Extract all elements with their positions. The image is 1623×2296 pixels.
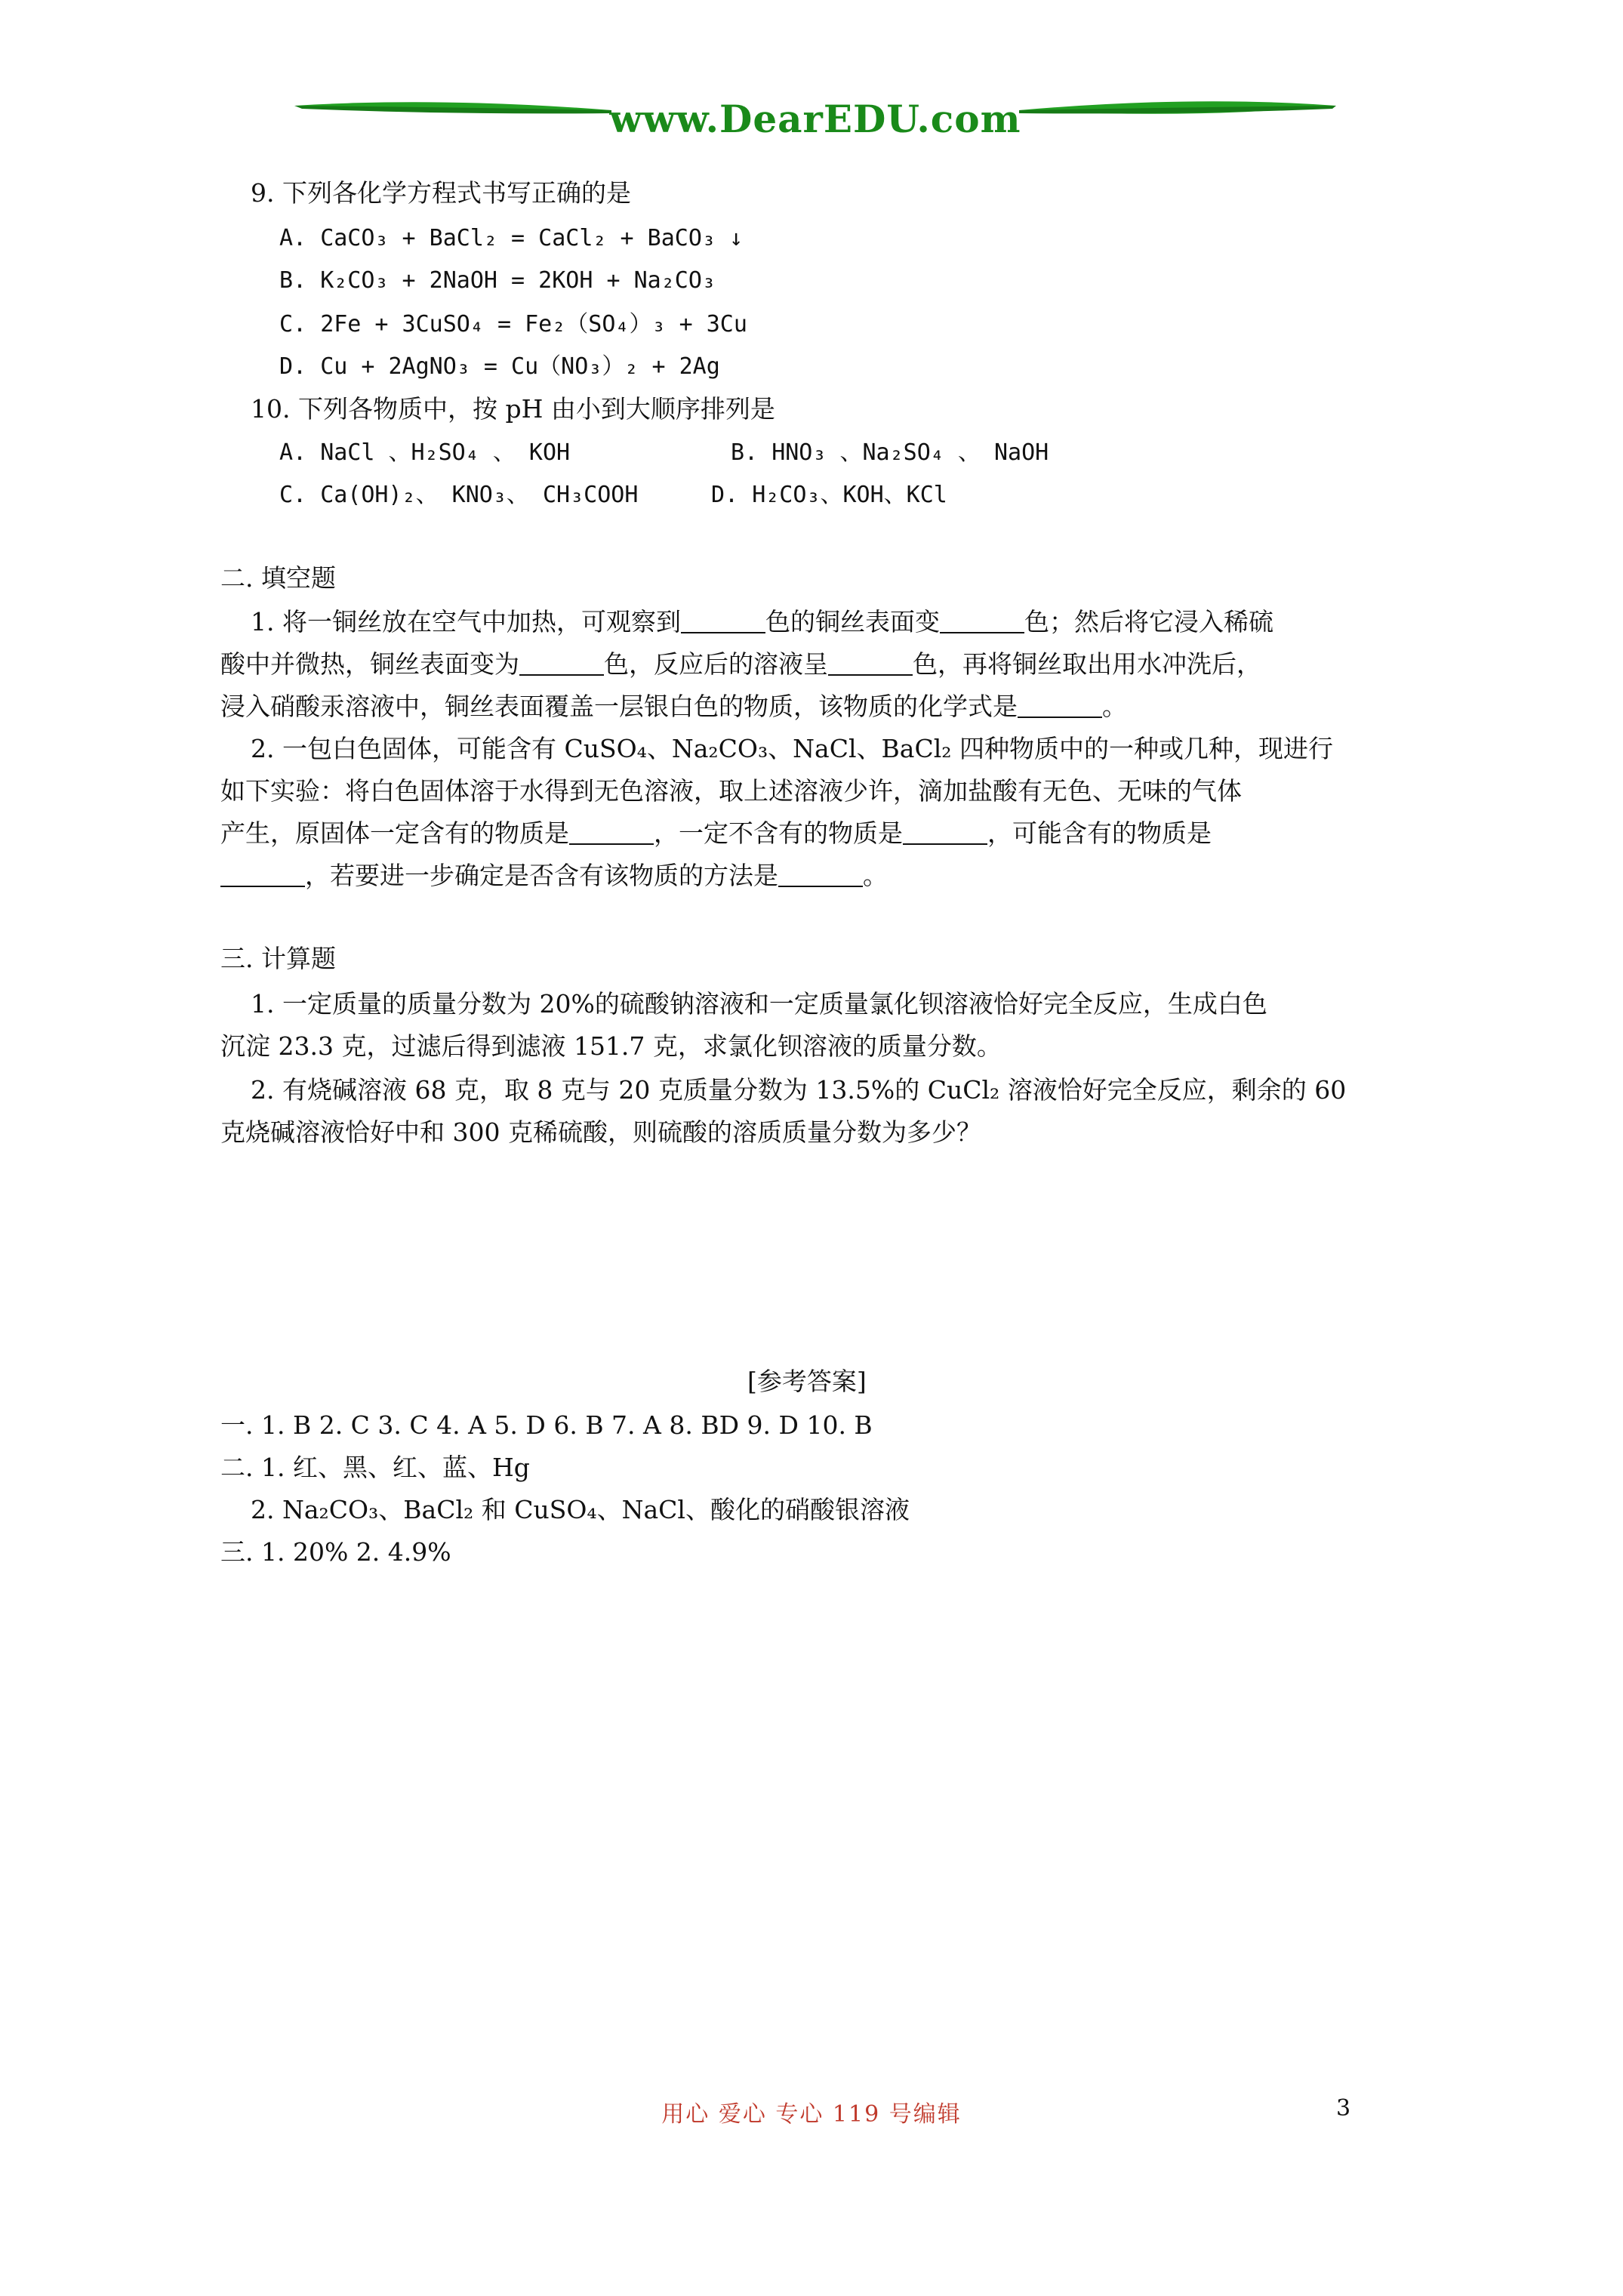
s3-p1-line2: 沉淀 23.3 克，过滤后得到滤液 151.7 克，求氯化钡溶液的质量分数。 [220,1031,1002,1061]
answers-row-4: 三. 1. 20% 2. 4.9% [220,1537,451,1567]
s2-p1-line2-a: 酸中并微热，铜丝表面变为 [220,649,519,679]
answer-blank[interactable] [1018,694,1102,718]
s2-p2-line4-b: 。 [863,861,888,890]
s2-p1-line2-c: 色，再将铜丝取出用水冲洗后， [913,649,1261,679]
q9-option-b [279,266,716,296]
answers-row-3: 2. Na₂CO₃、BaCl₂ 和 CuSO₄、NaCl、酸化的硝酸银溶液 [251,1495,910,1524]
q9-option-c-text: 2Fe + 3CuSO₄ = Fe₂（SO₄）₃ + 3Cu [320,311,747,337]
page-number: 3 [1336,2095,1351,2122]
s2-p1-line3-a: 浸入硝酸汞溶液中，铜丝表面覆盖一层银白色的物质，该物质的化学式是 [220,692,1018,721]
q10-stem: 10. 下列各物质中，按 pH 由小到大顺序排列是 [251,394,775,424]
s2-p1-line3-b: 。 [1102,692,1127,721]
q9-option-a-label: A. [279,225,307,251]
footer-text: 用心 爱心 专心 119 号编辑 [661,2101,962,2128]
q10-option-d [711,480,947,510]
q10-option-a [279,438,570,468]
s2-p1-line1-c: 色；然后将它浸入稀硫 [1024,607,1273,636]
answer-blank[interactable] [940,609,1024,633]
s2-p1-line2-b: 色，反应后的溶液呈 [604,649,828,679]
q10-option-a-text: NaCl 、H₂SO₄ 、 KOH [320,439,571,466]
header-banner [287,89,1344,157]
q9-option-d-text: Cu + 2AgNO₃ = Cu（NO₃）₂ + 2Ag [320,353,720,380]
s2-p2-line3-b: ，一定不含有的物质是 [654,818,903,848]
q10-option-b [731,438,1049,468]
s2-p2-line4-a: ，若要进一步确定是否含有该物质的方法是 [305,861,778,890]
site-title: www.DearEDU.com [609,97,1021,141]
q9-option-c-label: C. [279,311,307,337]
s3-p2-line2: 克烧碱溶液恰好中和 300 克稀硫酸，则硫酸的溶质质量分数为多少？ [220,1117,981,1147]
answer-blank[interactable] [569,821,654,845]
answers-title: [参考答案] [747,1367,867,1396]
s3-p1-line1: 1. 一定质量的质量分数为 20%的硫酸钠溶液和一定质量氯化钡溶液恰好完全反应，生成白色 [251,989,1267,1019]
s2-p2-line1: 2. 一包白色固体，可能含有 CuSO₄、Na₂CO₃、NaCl、BaCl₂ 四种物质中的一种或几种，现进行 [251,734,1333,763]
answer-blank[interactable] [828,652,913,676]
q9-option-d-label: D. [279,353,307,380]
q10-option-a-label: A. [279,439,307,466]
s2-p1-line3 [220,692,1127,722]
answers-row-1: 一. 1. B 2. C 3. C 4. A 5. D 6. B 7. A 8. BD 9. D 10. B [220,1410,873,1440]
q10-option-b-label: B. [731,439,759,466]
answer-blank[interactable] [778,863,863,887]
q9-option-c [279,310,747,340]
q10-option-b-text: HNO₃ 、Na₂SO₄ 、 NaOH [771,439,1049,466]
s2-p1-line1-b: 色的铜丝表面变 [765,607,940,636]
section3-title: 三. 计算题 [220,944,336,973]
answer-blank[interactable] [681,609,765,633]
s2-p2-line3-c: ，可能含有的物质是 [987,818,1212,848]
s2-p2-line3 [220,818,1212,849]
s2-p2-line2: 如下实验：将白色固体溶于水得到无色溶液，取上述溶液少许，滴加盐酸有无色、无味的气体 [220,776,1242,806]
s2-p1-line1 [251,607,1273,637]
q10-option-c-text: Ca(OH)₂、 KNO₃、 CH₃COOH [320,482,639,508]
q9-option-a [279,223,743,254]
s2-p2-line3-a: 产生，原固体一定含有的物质是 [220,818,569,848]
answers-row-2: 二. 1. 红、黑、红、蓝、Hg [220,1453,530,1482]
s2-p2-line4 [220,861,888,891]
q10-option-d-label: D. [711,482,739,508]
s2-p1-line2 [220,649,1261,680]
q10-option-c [279,480,638,510]
s3-p2-line1: 2. 有烧碱溶液 68 克，取 8 克与 20 克质量分数为 13.5%的 CuCl₂ 溶液恰好完全反应，剩余的 60 [251,1075,1347,1105]
q10-option-c-label: C. [279,482,307,508]
q10-option-d-text: H₂CO₃、KOH、KCl [752,482,947,508]
section2-title: 二. 填空题 [220,563,336,593]
q9-option-b-text: K₂CO₃ + 2NaOH = 2KOH + Na₂CO₃ [320,267,716,294]
q9-option-a-text: CaCO₃ + BaCl₂ = CaCl₂ + BaCO₃ ↓ [320,225,744,251]
q9-option-b-label: B. [279,267,307,294]
answer-blank[interactable] [220,863,305,887]
s2-p1-line1-a: 1. 将一铜丝放在空气中加热，可观察到 [251,607,681,636]
answer-blank[interactable] [519,652,604,676]
q9-option-d [279,352,720,382]
q9-stem: 9. 下列各化学方程式书写正确的是 [251,178,631,208]
answer-blank[interactable] [903,821,987,845]
